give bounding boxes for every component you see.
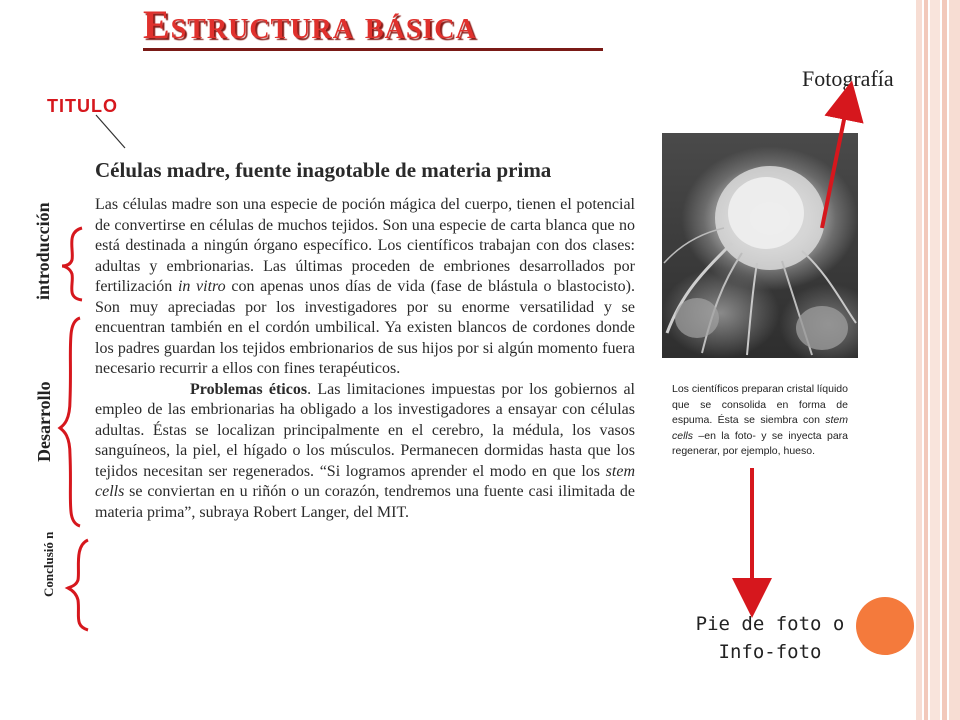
desarrollo-brace (60, 318, 80, 526)
conclusion-brace (68, 540, 88, 630)
article-headline: Células madre, fuente inagotable de materia prima (95, 158, 552, 182)
article-paragraph-2: Problemas éticos. Las limitaciones impuestas por los gobiernos al empleo de las embrionarias ha obligado a los investigadores a ensayar con células adultas. Éstas se localizan principalmente en el cerebro, la médula, los vasos sanguíneos, la piel, el hígado o los músculos. Permanecen dormidas hasta que los tejidos necesitan ser regenerados. “Si logramos aprender el modo en que los stem cells se conviertan en u riñón o un corazón, tendremos una fuente casi ilimitada de materia prima”, subraya Robert Langer, del MIT. (95, 380, 635, 521)
article-paragraph-1: Las células madre son una especie de poción mágica del cuerpo, tienen el potencial de convertirse en células de muchos tejidos. Son una especie de carta blanca que no está destinada a ningún órgano específico. Los científicos trabajan con dos clases: adultas y embrionarias. Las últimas proceden de embriones desarrollados por fertilización in vitro con apenas unos días de vida (fase de blástula o blastocisto). Son muy apreciadas por los investigadores por su enorme versatilidad y se encuentran también en el cordón umbilical. Ya existen blancos de cordones donde los padres guardan los tejidos embrionarios de sus hijos por si algún momento fuera necesario recurrir a ellos con fines terapéuticos. (95, 196, 635, 377)
slide-title: Estructura básica (143, 2, 603, 51)
fotografia-arrow (822, 100, 848, 228)
titulo-pointer-line (96, 115, 125, 148)
pie-de-foto-label: Pie de foto o Info-foto (695, 613, 845, 663)
introduccion-brace (62, 228, 82, 300)
desarrollo-label: Desarrollo (34, 381, 54, 462)
titulo-label: TITULO (47, 96, 118, 116)
introduccion-label: introducción (33, 202, 53, 300)
conclusion-label: Conclusió n (41, 531, 56, 597)
photo-caption: Los científicos preparan cristal líquido que se consolida en forma de espuma. Ésta se siembra con stem cells –en la foto- y se inyecta para regenerar, por ejemplo, hueso. (672, 383, 848, 457)
fotografia-label: Fotografía (802, 66, 894, 91)
